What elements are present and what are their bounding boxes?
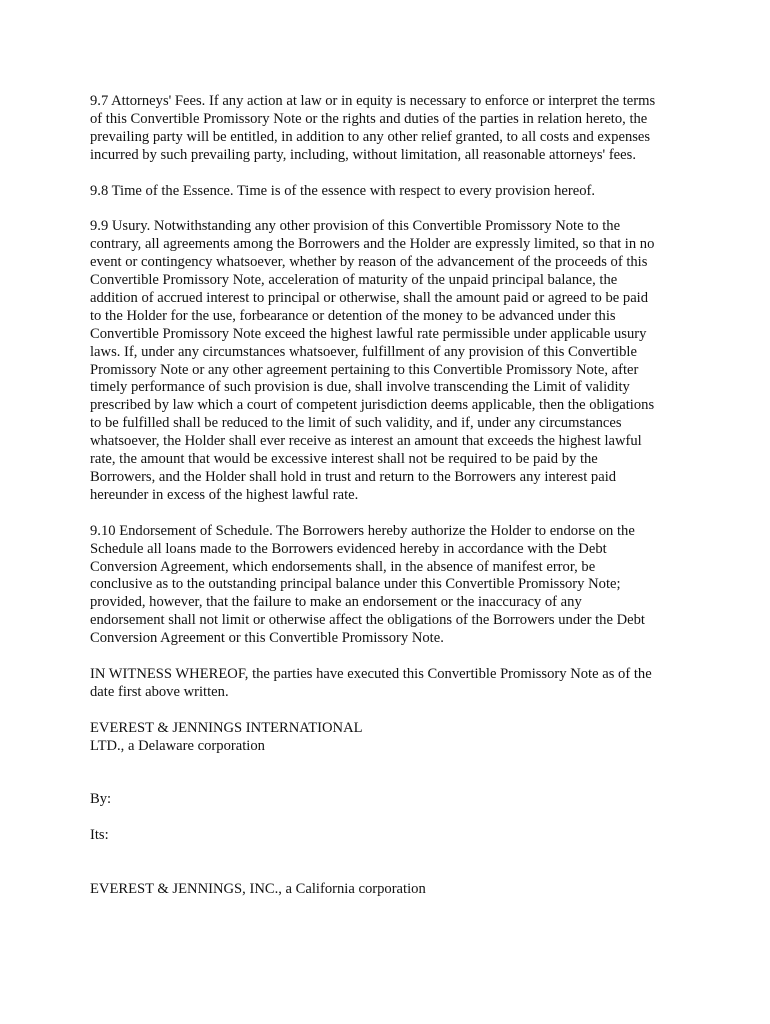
by-signature-line: By:: [90, 791, 112, 808]
text-line: to the Holder for the use, forbearance or detention of the money to be advanced under this: [90, 307, 616, 324]
text-line: 9.10 Endorsement of Schedule. The Borrowers hereby authorize the Holder to endorse on the: [90, 522, 635, 539]
text-line: laws. If, under any circumstances whatsoever, fulfillment of any provision of this Convertible: [90, 343, 637, 360]
text-line: hereunder in excess of the highest lawful rate.: [90, 486, 359, 503]
document-page: [90, 93, 690, 899]
text-line: 9.7 Attorneys' Fees. If any action at law or in equity is necessary to enforce or interpret the terms: [90, 93, 656, 109]
witness-clause: [90, 666, 690, 702]
text-line: contrary, all agreements among the Borrowers and the Holder are expressly limited, so that in no: [90, 236, 655, 253]
party-two-name: EVEREST & JENNINGS, INC., a California corporation: [90, 880, 426, 897]
text-line: Promissory Note or any other agreement pertaining to this Convertible Promissory Note, after: [90, 361, 639, 378]
text-line: endorsement shall not limit or otherwise affect the obligations of the Borrowers under the Debt: [90, 612, 645, 629]
section-9-8-time-of-essence: [90, 183, 690, 201]
spacer: [90, 755, 690, 791]
text-line: provided, however, that the failure to make an endorsement or the inaccuracy of any: [90, 594, 582, 611]
text-line: 9.9 Usury. Notwithstanding any other provision of this Convertible Promissory Note to the: [90, 218, 621, 235]
its-title-line: Its:: [90, 827, 109, 844]
text-line: Convertible Promissory Note, acceleration of maturity of the unpaid principal balance, the: [90, 272, 618, 289]
party-one-description: LTD., a Delaware corporation: [90, 737, 265, 754]
text-line: prescribed by law which a court of competent jurisdiction deems applicable, then the obligations: [90, 397, 655, 414]
text-line: whatsoever, the Holder shall ever receive as interest an amount that exceeds the highest lawful: [90, 433, 642, 450]
text-line: IN WITNESS WHEREOF, the parties have executed this Convertible Promissory Note as of the: [90, 665, 652, 682]
text-line: Conversion Agreement or this Convertible Promissory Note.: [90, 630, 444, 647]
section-9-7-attorneys-fees: [90, 93, 690, 165]
text-line: conclusive as to the outstanding principal balance under this Convertible Promissory Note;: [90, 576, 621, 593]
text-line: 9.8 Time of the Essence. Time is of the essence with respect to every provision hereof.: [90, 182, 596, 199]
text-line: addition of accrued interest to principal or otherwise, shall the amount paid or agreed to be paid: [90, 289, 649, 306]
text-line: Schedule all loans made to the Borrowers evidenced hereby in accordance with the Debt: [90, 540, 607, 557]
text-line: Conversion Agreement, which endorsements shall, in the absence of manifest error, be: [90, 558, 596, 575]
text-line: incurred by such prevailing party, including, without limitation, all reasonable attorneys' fees.: [90, 146, 636, 163]
spacer: [90, 845, 690, 881]
section-9-10-endorsement-of-schedule: [90, 523, 690, 648]
text-line: timely performance of such provision is due, shall involve transcending the Limit of validity: [90, 379, 630, 396]
spacer: [90, 809, 690, 827]
text-line: Convertible Promissory Note exceed the highest lawful rate permissible under applicable usury: [90, 325, 647, 342]
text-line: to be fulfilled shall be reduced to the limit of such validity, and if, under any circumstances: [90, 415, 622, 432]
text-line: Borrowers, and the Holder shall hold in trust and return to the Borrowers any interest paid: [90, 469, 617, 485]
signature-block: [90, 720, 690, 899]
section-9-9-usury: [90, 218, 690, 505]
party-one-name: EVEREST & JENNINGS INTERNATIONAL: [90, 719, 363, 736]
text-line: rate, the amount that would be excessive interest shall not be required to be paid by the: [90, 451, 598, 468]
text-line: prevailing party will be entitled, in addition to any other relief granted, to all costs and expenses: [90, 128, 651, 145]
text-line: date first above written.: [90, 683, 229, 700]
text-line: of this Convertible Promissory Note or the rights and duties of the parties in relation hereto, the: [90, 110, 648, 127]
text-line: event or contingency whatsoever, whether by reason of the advancement of the proceeds of this: [90, 254, 648, 271]
